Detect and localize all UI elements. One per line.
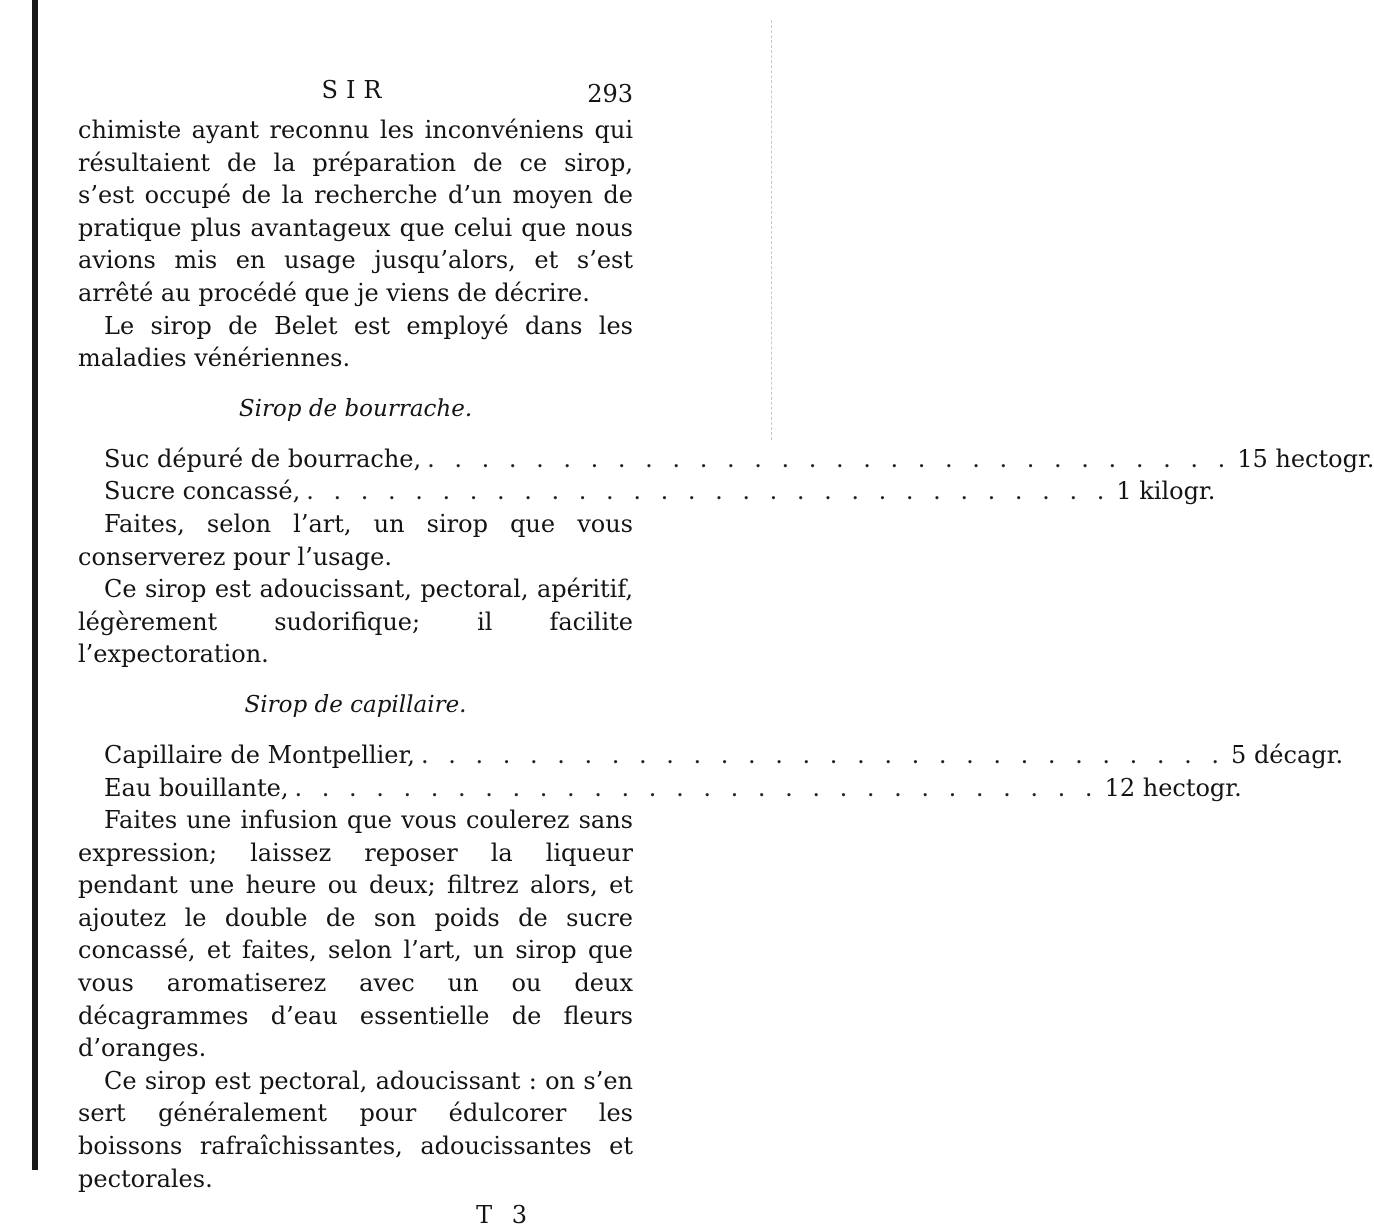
paragraph-instructions: Faites une infusion que vous coulerez sans expression; laissez reposer la liqueur pendant une heure ou deux; filtrez alors, et ajoutez le double de son poids de sucre concassé, et faites, selon l’art, un sirop que vous aromatiserez avec un ou deux décagrammes d’eau essentielle de fleurs d’oranges. bbox=[78, 806, 633, 1063]
running-title: SIR bbox=[321, 76, 390, 104]
ingredient-line bbox=[78, 772, 1242, 805]
paragraph-instructions: Faites, selon l’art, un sirop que vous conserverez pour l’usage. bbox=[78, 509, 633, 571]
page-number: 293 bbox=[587, 80, 633, 108]
paragraph-properties: Ce sirop est adoucissant, pectoral, apéritif, légèrement sudorifique; il facilite l’expectoration. bbox=[78, 575, 633, 669]
ingredient-line bbox=[78, 443, 1374, 476]
leader-dots: . . . . . . . . . . . . . . . . . . . . . . . . . . . . . . bbox=[420, 740, 1226, 769]
ingredient-line bbox=[78, 475, 1216, 508]
ingredient-quantity: 12 hectogr. bbox=[1104, 773, 1242, 802]
ingredient-name: Eau bouillante, bbox=[104, 773, 289, 802]
paragraph-belet: Le sirop de Belet est employé dans les maladies vénériennes. bbox=[78, 311, 633, 373]
section-heading-bourrache: Sirop de bourrache. bbox=[238, 395, 473, 422]
signature-mark: T 3 bbox=[476, 1201, 533, 1230]
paragraph-properties: Ce sirop est pectoral, adoucissant : on s’en sert généralement pour édulcorer les boissons rafraîchissantes, adoucissantes et pectorales. bbox=[78, 1066, 633, 1193]
leader-dots: . . . . . . . . . . . . . . . . . . . . . . . . . . . . . . bbox=[294, 773, 1099, 802]
ingredient-quantity: 15 hectogr. bbox=[1237, 444, 1374, 473]
leader-dots: . . . . . . . . . . . . . . . . . . . . . . . . . . . . . . bbox=[306, 477, 1111, 506]
ingredient-name: Suc dépuré de bourrache, bbox=[104, 444, 422, 473]
ingredient-line bbox=[78, 739, 1344, 772]
ingredient-quantity: 1 kilogr. bbox=[1116, 477, 1216, 506]
ingredient-name: Sucre concassé, bbox=[104, 477, 301, 506]
section-heading-capillaire: Sirop de capillaire. bbox=[244, 691, 467, 718]
paragraph-continuation: chimiste ayant reconnu les inconvéniens qui résultaient de la préparation de ce sirop, s’est occupé de la recherche d’un moyen de pratique plus avantageux que celui que nous avions mis en usage jusqu’alors, et s’est arrêté au procédé que je viens de décrire. bbox=[78, 116, 633, 307]
book-spine-edge bbox=[32, 0, 38, 1170]
leader-dots: . . . . . . . . . . . . . . . . . . . . . . . . . . . . . . bbox=[427, 444, 1232, 473]
page-header bbox=[78, 68, 633, 114]
book-page bbox=[78, 68, 1374, 1231]
page-edge-marks bbox=[767, 20, 772, 440]
ingredient-name: Capillaire de Montpellier, bbox=[104, 740, 415, 769]
ingredient-quantity: 5 décagr. bbox=[1231, 740, 1344, 769]
